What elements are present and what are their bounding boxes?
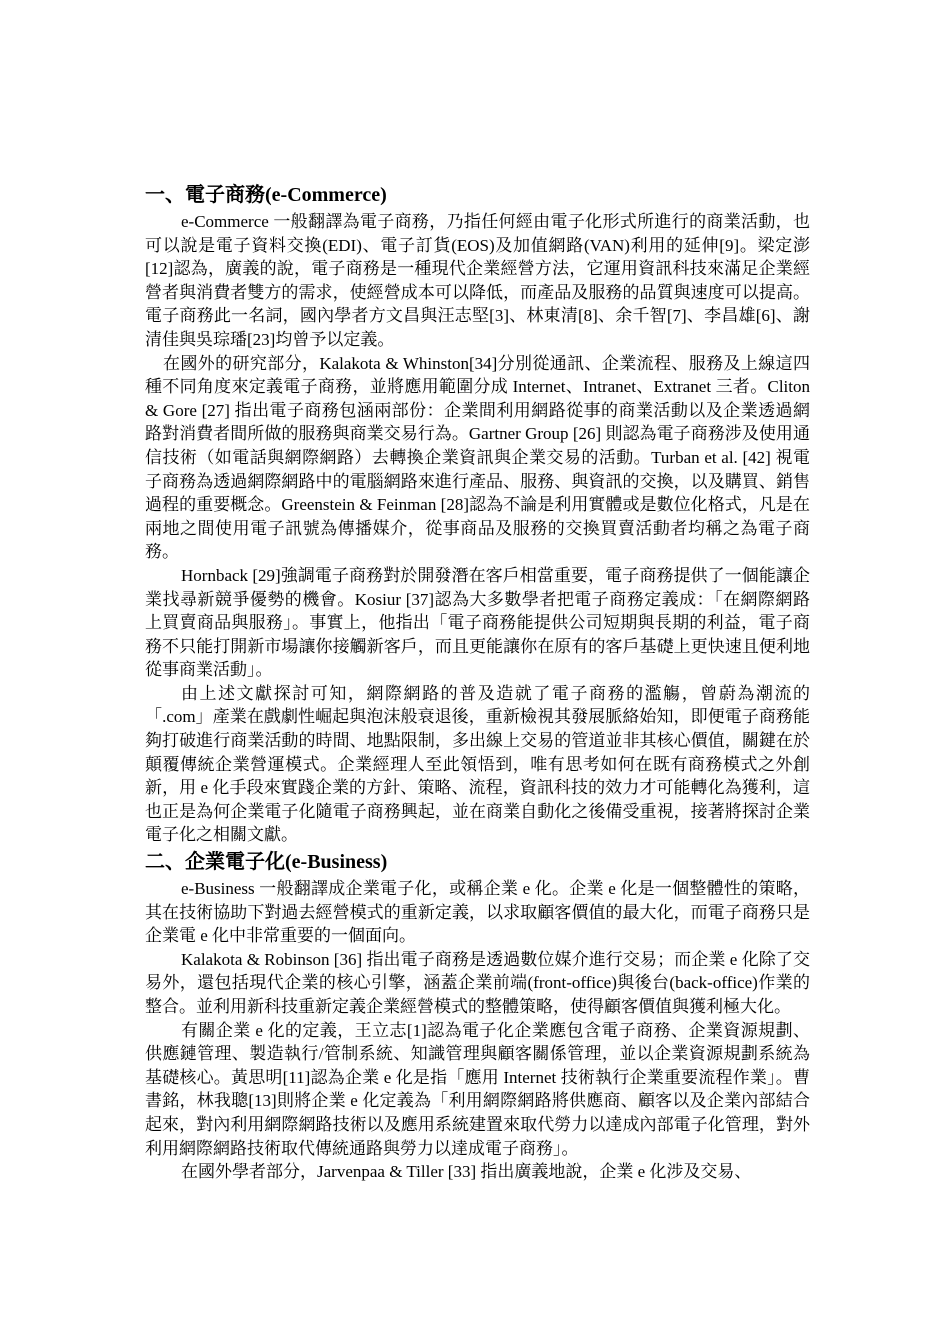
- section-heading-ecommerce: 一、電子商務(e-Commerce): [145, 184, 387, 206]
- paragraph-literature-summary: 由上述文獻探討可知，網際網路的普及造就了電子商務的濫觴，曾蔚為潮流的「.com」產業在戲劇性崛起與泡沫般衰退後，重新檢視其發展脈絡始知，即便電子商務能夠打破進行商業活動的時間、地點限制，多出線上交易的管道並非其核心價值，關鍵在於顛覆傳統企業營運模式。企業經理人至此領悟到，唯有思考如何在既有商務模式之外創新，用 e 化手段來實踐企業的方針、策略、流程，資訊科技的效力才可能轉化為獲利，這也正是為何企業電子化隨電子商務興起，並在商業自動化之後備受重視，接著將探討企業電子化之相關文獻。: [145, 683, 810, 845]
- paragraph-hornback-kosiur: Hornback [29]強調電子商務對於開發潛在客戶相當重要，電子商務提供了一個能讓企業找尋新競爭優勢的機會。Kosiur [37]認為大多數學者把電子商務定義成：「在網際網路上買賣商品與服務」。事實上，他指出「電子商務能提供公司短期與長期的利益，電子商務不只能打開新市場讓你接觸新客戶，而且更能讓你在原有的客戶基礎上更快速且便利地從事商業活動」。: [145, 565, 810, 680]
- paragraph-ecommerce-definition: e-Commerce 一般翻譯為電子商務，乃指任何經由電子化形式所進行的商業活動，也可以說是電子資料交換(EDI)、電子訂貨(EOS)及加值網路(VAN)利用的延伸[9]。梁定澎[12]認為，廣義的說，電子商務是一種現代企業經營方法，它運用資訊科技來滿足企業經營者與消費者雙方的需求，使經營成本可以降低，而產品及服務的品質與速度可以提高。電子商務此一名詞，國內學者方文昌與汪志堅[3]、林東清[8]、余千智[7]、李昌雄[6]、謝清佳與吳琮璠[23]均曾予以定義。: [145, 212, 810, 349]
- paragraph-kalakota-robinson: Kalakota & Robinson [36] 指出電子商務是透過數位媒介進行交易；而企業 e 化除了交易外，還包括現代企業的核心引擎，涵蓋企業前端(front-office)與後台(back-office)作業的整合。並利用新科技重新定義企業經營模式的整體策略，使得顧客價值與獲利極大化。: [145, 949, 810, 1016]
- document-body: [145, 180, 810, 1184]
- paragraph-ebusiness-definition: e-Business 一般翻譯成企業電子化，或稱企業 e 化。企業 e 化是一個整體性的策略，其在技術協助下對過去經營模式的重新定義，以求取顧客價值的最大化，而電子商務只是企業電 e 化中非常重要的一個面向。: [145, 879, 810, 946]
- paragraph-foreign-research: 在國外的研究部分，Kalakota & Whinston[34]分別從通訊、企業流程、服務及上線這四種不同角度來定義電子商務，並將應用範圍分成 Internet、Intranet、Extranet 三者。Cliton & Gore [27] 指出電子商務包涵兩部份：企業間利用網路從事的商業活動以及企業透過網路對消費者間所做的服務與商業交易行為。Gartner Group [26] 則認為電子商務涉及使用通信技術（如電話與網際網路）去轉換企業資訊與企業交易的活動。Turban et al. [42] 視電子商務為透過網際網路中的電腦網路來進行產品、服務、與資訊的交換，以及購買、銷售過程的重要概念。Greenstein & Feinman [28]認為不論是利用實體或是數位化格式，凡是在兩地之間使用電子訊號為傳播媒介，從事商品及服務的交換買賣活動者均稱之為電子商務。: [145, 353, 810, 562]
- section-heading-ebusiness: 二、企業電子化(e-Business): [145, 851, 388, 874]
- paragraph-ebusiness-local-scholars: 有關企業 e 化的定義，王立志[1]認為電子化企業應包含電子商務、企業資源規劃、供應鏈管理、製造執行/管制系統、知識管理與顧客關係管理，並以企業資源規劃系統為基礎核心。黃思明[11]認為企業 e 化是指「應用 Internet 技術執行企業重要流程作業」。曹書銘，林我聰[13]則將企業 e 化定義為「利用網際網路將供應商、顧客以及企業內部結合起來，對內利用網際網路技術以及應用系統建置來取代勞力以達成內部電子化管理，對外利用網際網路技術取代傳統通路與勞力以達成電子商務」。: [145, 1020, 810, 1158]
- paragraph-foreign-scholars: 在國外學者部分，Jarvenpaa & Tiller [33] 指出廣義地說，企業 e 化涉及交易、: [181, 1162, 752, 1182]
